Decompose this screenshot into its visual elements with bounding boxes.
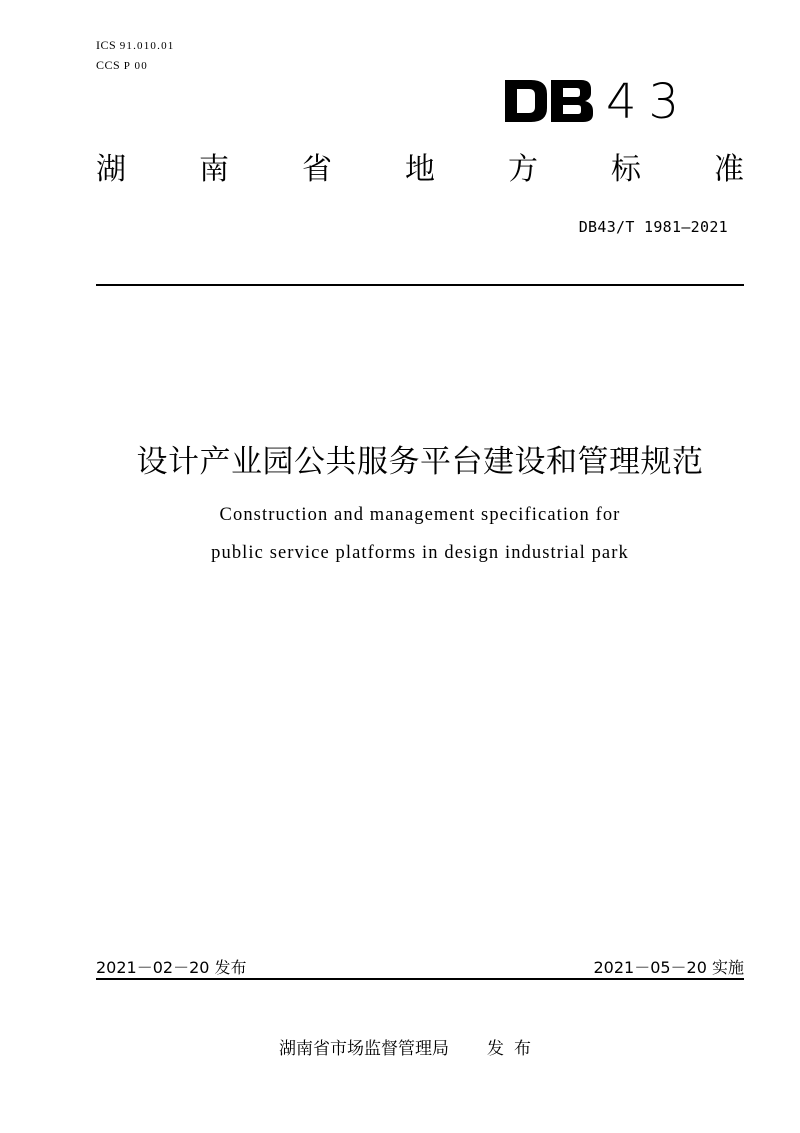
issuer-line — [0, 1034, 800, 1059]
standard-type-char: 湖 — [96, 152, 126, 187]
db-number: 43 — [606, 74, 692, 130]
document-title-english-line2: public service platforms in design industrial park — [211, 543, 629, 563]
standard-type — [96, 150, 744, 190]
ics-label: ICS — [96, 38, 117, 52]
issuer-organization: 湖南省市场监督管理局 — [279, 1039, 449, 1059]
ccs-line — [96, 58, 148, 73]
bottom-divider — [96, 978, 744, 980]
standard-type-char: 地 — [405, 152, 435, 187]
standard-type-char: 南 — [199, 152, 229, 187]
top-divider — [96, 284, 744, 286]
standard-type-char: 方 — [508, 152, 538, 187]
standard-type-char: 省 — [302, 152, 332, 187]
issuer-action: 发布 — [487, 1039, 541, 1059]
ccs-code: P 00 — [123, 60, 148, 72]
effective-date: 2021－05－20 实施 — [593, 958, 744, 977]
ics-code: 91.010.01 — [119, 40, 175, 52]
db-logo — [505, 80, 593, 122]
standard-type-char: 准 — [714, 152, 744, 187]
document-title-chinese: 设计产业园公共服务平台建设和管理规范 — [136, 444, 704, 480]
issue-date: 2021－02－20 发布 — [96, 958, 247, 977]
document-title-english-line1: Construction and management specification for — [219, 505, 621, 525]
ics-line — [96, 38, 175, 53]
standard-type-char: 标 — [611, 152, 641, 187]
ccs-label: CCS — [96, 58, 121, 72]
standard-number: DB43/T 1981—2021 — [578, 218, 728, 236]
